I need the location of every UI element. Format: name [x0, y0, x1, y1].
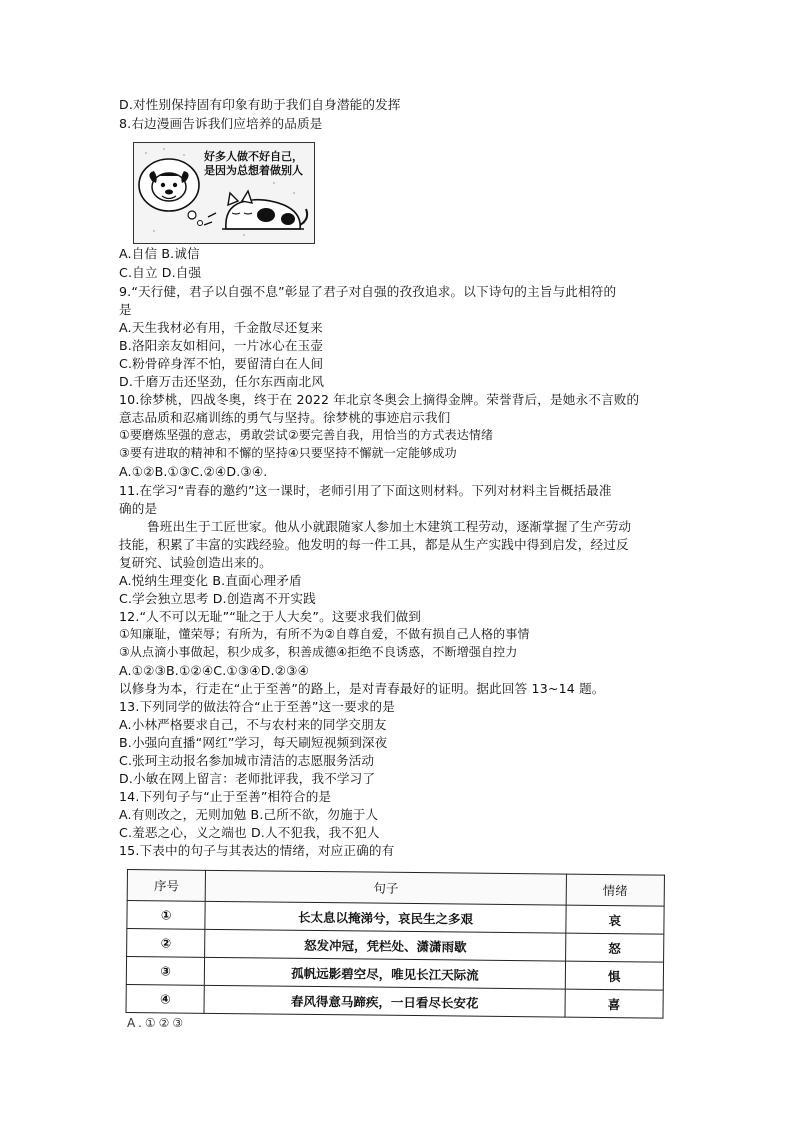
table-header-number: 序号: [127, 870, 206, 902]
table-header-emotion: 情绪: [566, 874, 665, 906]
q14-options-ab: A.有则改之，无则加勉 B.己所不欲，勿施于人: [119, 807, 379, 822]
q14-stem: 14.下列句子与“止于至善”相符合的是: [119, 789, 332, 804]
table-cell-number: ④: [126, 984, 205, 1013]
table-cell-emotion: 哀: [566, 905, 665, 934]
q13-option-b: B.小强向直播“网红”学习，每天刷短视频到深夜: [119, 735, 388, 750]
q11-options-ab: A.悦纳生理变化 B.直面心理矛盾: [119, 573, 302, 588]
q15-stem: 15.下表中的句子与其表达的情绪，对应正确的有: [119, 843, 395, 858]
cartoon-caption: [204, 150, 303, 178]
table-cell-emotion: 喜: [565, 989, 664, 1018]
q10-statements-1: ①要磨炼坚强的意志，勇敢尝试②要完善自我，用恰当的方式表达情绪: [119, 428, 494, 442]
cutoff-text: A.①②③: [127, 1016, 187, 1030]
q13-option-a: A.小林严格要求自己，不与农村来的同学交朋友: [119, 717, 387, 732]
table-cell-sentence: 怒发冲冠，凭栏处、潇潇雨歇: [205, 929, 566, 961]
q9-option-c: C.粉骨碎身浑不怕，要留清白在人间: [119, 356, 324, 371]
table-header-sentence: 句子: [206, 870, 567, 905]
q9-stem-cont: 是: [119, 302, 132, 317]
cartoon-caption-line-2: 是因为总想着做别人: [204, 164, 303, 177]
table-cell-sentence: 春风得意马蹄疾，一日看尽长安花: [204, 985, 565, 1017]
q8-stem: 8.右边漫画告诉我们应培养的品质是: [119, 116, 323, 131]
q10-stem: 10.徐梦桃，四战冬奥，终于在 2022 年北京冬奥会上摘得金牌。荣誉背后，是她永不言败的: [119, 392, 640, 407]
table-cell-emotion: 怒: [565, 933, 664, 962]
q12-stem: 12.“人不可以无耻”“耻之于人大矣”。这要求我们做到: [119, 609, 422, 624]
cartoon-image: [133, 142, 315, 244]
q11-options-cd: C.学会独立思考 D.创造离不开实践: [119, 591, 316, 606]
table-cell-emotion: 惧: [565, 961, 664, 990]
q11-material-2: 技能，积累了丰富的实践经验。他发明的每一件工具，都是从生产实践中得到启发，经过反: [119, 537, 629, 552]
q9-option-b: B.洛阳亲友如相问，一片冰心在玉壶: [119, 338, 324, 353]
q12-options: A.①②③B.①②④C.①③④D.②③④: [119, 663, 310, 678]
q13-stem: 13.下列同学的做法符合“止于至善”这一要求的是: [119, 699, 395, 714]
table-cell-number: ①: [127, 901, 206, 930]
q8-options-cd: C.自立 D.自强: [119, 265, 202, 280]
q8-options-ab: A.自信 B.诚信: [119, 246, 200, 261]
q12-statements-1: ①知廉耻，懂荣辱；有所为，有所不为②自尊自爱，不做有损自己人格的事情: [119, 627, 530, 641]
q11-material-1: 鲁班出生于工匠世家。他从小就跟随家人参加土木建筑工程劳动，逐渐掌握了生产劳动: [147, 519, 632, 534]
q11-stem: 11.在学习“青春的邀约”这一课时，老师引用了下面这则材料。下列对材料主旨概括最准: [119, 483, 612, 498]
q13-option-c: C.张珂主动报名参加城市清洁的志愿服务活动: [119, 753, 375, 768]
cartoon-caption-line-1: 好多人做不好自己，: [204, 150, 303, 163]
q11-material-3: 复研究、试验创造出来的。: [119, 555, 272, 570]
q9-option-d: D.千磨万击还坚劲，任尔东西南北风: [119, 374, 325, 389]
q11-stem-cont: 确的是: [119, 501, 158, 516]
table-cell-number: ③: [126, 957, 205, 986]
table-row: [126, 984, 663, 1018]
table-cell-sentence: 孤帆远影碧空尽，唯见长江天际流: [205, 957, 566, 989]
q13-14-intro: 以修身为本，行走在“止于至善”的路上，是对青春最好的证明。据此回答 13~14 题。: [119, 681, 605, 696]
emotion-table: [125, 869, 664, 1019]
q7-option-d: D.对性别保持固有印象有助于我们自身潜能的发挥: [119, 97, 401, 112]
q10-options: A.①②B.①③C.②④D.③④.: [119, 464, 268, 479]
q9-option-a: A.天生我材必有用，千金散尽还复来: [119, 320, 323, 335]
table-cell-sentence: 长太息以掩涕兮，哀民生之多艰: [205, 901, 566, 933]
q10-stem-cont: 意志品质和忍痛训练的勇气与坚持。徐梦桃的事迹启示我们: [119, 410, 451, 425]
q12-statements-2: ③从点滴小事做起，积少成多，积善成德④拒绝不良诱惑，不断增强自控力: [119, 645, 518, 659]
q10-statements-2: ③要有进取的精神和不懈的坚持④只要坚持不懈就一定能够成功: [119, 446, 457, 460]
table-cell-number: ②: [127, 929, 206, 958]
q14-options-cd: C.羞恶之心，义之端也 D.人不犯我，我不犯人: [119, 825, 380, 840]
q13-option-d: D.小敏在网上留言：老师批评我，我不学习了: [119, 771, 376, 786]
q9-stem: 9.“天行健，君子以自强不息”彰显了君子对自强的孜孜追求。以下诗句的主旨与此相符的: [119, 284, 617, 299]
